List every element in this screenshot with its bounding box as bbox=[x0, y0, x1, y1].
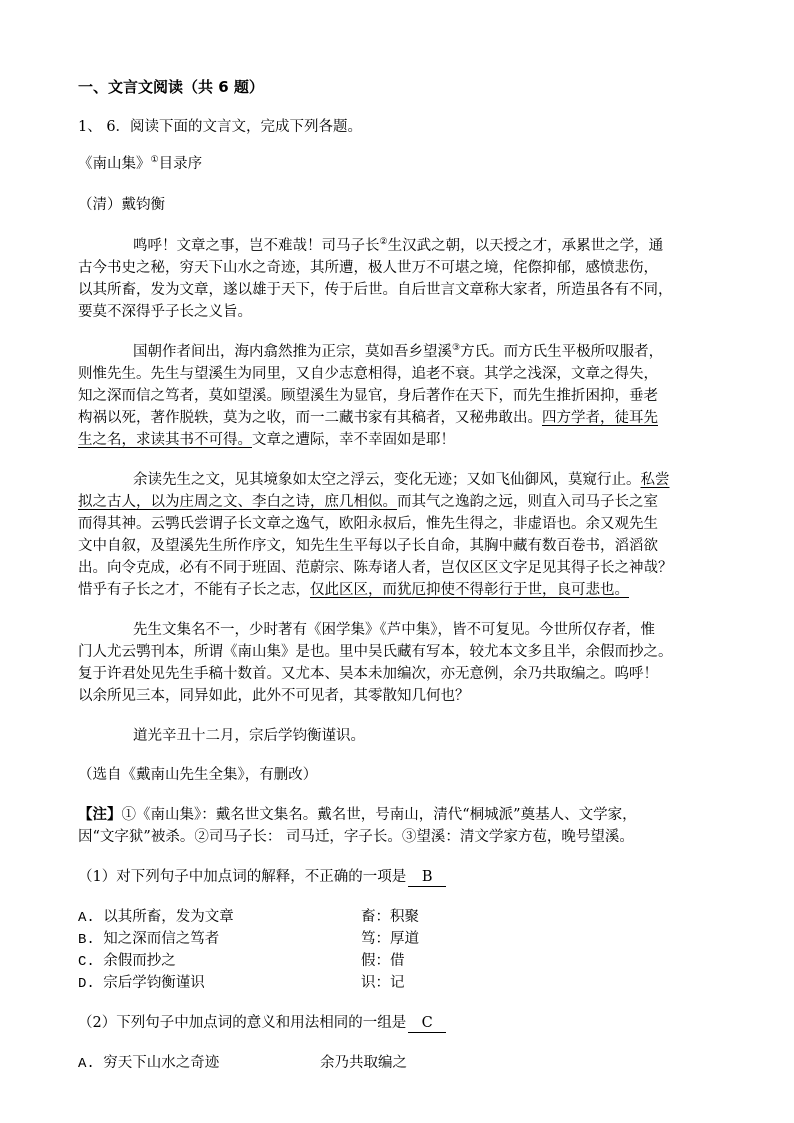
option-text: 以其所畜，发为文章 bbox=[103, 909, 234, 925]
text-run: 构祸以死，著作脱轶，莫为之收，而一二藏书家有其稿者，又秘弗敢出。 bbox=[78, 410, 542, 426]
option-letter: B. bbox=[78, 932, 104, 948]
option-text: 宗后学钧衡谨识 bbox=[103, 975, 205, 991]
option-letter: A. bbox=[78, 910, 104, 926]
note-line: 因“文字狱”被杀。②司马子长： 司马迁，字子长。③望溪：清文学家方苞，晚号望溪。 bbox=[78, 829, 634, 845]
paragraph-line bbox=[133, 237, 663, 255]
text-run: （2）下列句子中加点词的意义和用法相同的一组是 bbox=[78, 1015, 407, 1031]
paragraph-line: 古今书史之秘，穷天下山水之奇迹，其所遭，极人世万不可堪之境，侘傺抑郁，感愤悲伤， bbox=[78, 260, 658, 276]
paragraph-line bbox=[78, 409, 658, 427]
paragraph-line: 而得其神。云鹗氏尝谓子长文章之逸气，欧阳永叔后，惟先生得之，非虚语也。余又观先生 bbox=[78, 516, 658, 532]
option-letter: A. bbox=[78, 1056, 104, 1072]
note-label: 【注】 bbox=[78, 806, 122, 823]
answer-blank: B bbox=[408, 868, 446, 887]
text-run: ①《南山集》：戴名世文集名。戴名世，号南山，清代“桐城派”奠基人、文学家， bbox=[121, 807, 637, 823]
paragraph-line: 要莫不深得乎子长之义旨。 bbox=[78, 304, 252, 320]
option-gloss: 识：记 bbox=[361, 975, 405, 991]
footnote-marker: ③ bbox=[452, 343, 461, 354]
source-line: （选自《戴南山先生全集》，有删改） bbox=[78, 767, 318, 783]
option-text: 穷天下山水之奇迹 bbox=[103, 1055, 220, 1071]
option-gloss: 畜：积聚 bbox=[361, 909, 419, 925]
text-run: 惜乎有子长之才，不能有子长之志， bbox=[78, 582, 310, 598]
signature-line: 道光辛丑十二月，宗后学钧衡谨识。 bbox=[133, 728, 365, 744]
underlined-sentence: 拟之古人，以为庄周之文、李白之诗，庶几相似。 bbox=[78, 494, 397, 510]
option-gloss: 笃：厚道 bbox=[361, 931, 419, 947]
paragraph-line bbox=[78, 431, 455, 449]
essay-title-suffix: 目录序 bbox=[158, 156, 203, 172]
paragraph-line bbox=[133, 343, 663, 361]
author-line: （清）戴钧衡 bbox=[78, 197, 165, 213]
essay-title-text: 《南山集》 bbox=[78, 156, 151, 172]
question-stem bbox=[78, 1014, 446, 1033]
text-run: 而其气之逸韵之远，则直入司马子长之室 bbox=[397, 494, 658, 510]
text-run: （1）对下列句子中加点词的解释，不正确的一项是 bbox=[78, 869, 407, 885]
paragraph-line bbox=[78, 581, 629, 599]
option-a bbox=[78, 908, 718, 927]
underlined-sentence: 生之名，求读其书不可得。 bbox=[78, 432, 252, 448]
paragraph-line: 则惟先生。先生与望溪生为同里，又自少志意相得，追老不衰。其学之浅深，文章之得失， bbox=[78, 366, 658, 382]
text-run: 文章之遭际，幸不幸固如是耶！ bbox=[252, 432, 455, 448]
paragraph-line: 出。向令克成，必有不同于班固、范蔚宗、陈寿诸人者，岂仅区区文字足见其得子长之神哉？ bbox=[78, 560, 673, 576]
underlined-sentence: 私尝 bbox=[640, 472, 670, 488]
paragraph-line: 复于许君处见先生手稿十数首。又尤本、吴本未加编次，亦无意例，余乃共取编之。呜呼！ bbox=[78, 666, 658, 682]
option-letter: D. bbox=[78, 976, 104, 992]
text-run: 生汉武之朝，以天授之才，承累世之学，通 bbox=[387, 238, 664, 254]
option-text: 余假而抄之 bbox=[103, 953, 176, 969]
option-d bbox=[78, 974, 718, 993]
essay-title bbox=[78, 155, 202, 173]
option-a bbox=[78, 1054, 718, 1073]
option-b bbox=[78, 930, 718, 949]
footnote-marker: ① bbox=[150, 155, 159, 166]
option-c bbox=[78, 952, 718, 971]
paragraph-line: 以其所畜，发为文章，遂以雄于天下，传于后世。自后世言文章称大家者，所造虽各有不同， bbox=[78, 282, 673, 298]
paragraph-line: 文中自叙，及望溪先生所作序文，知先生生平每以子长自命，其胸中藏有数百卷书，滔滔欲 bbox=[78, 538, 658, 554]
paragraph-line: 知之深而信之笃者，莫如望溪。顾望溪生为显官，身后著作在天下，而先生推折困抑，垂老 bbox=[78, 388, 658, 404]
option-letter: C. bbox=[78, 954, 104, 970]
paragraph-line: 以余所见三本，同异如此，此外不可见者，其零散知几何也？ bbox=[78, 688, 470, 704]
text-run: 方氏。而方氏生平极所叹服者， bbox=[460, 344, 664, 360]
paragraph-line bbox=[133, 471, 670, 489]
underlined-sentence: 四方学者，徒耳先 bbox=[542, 410, 658, 426]
option-text: 知之深而信之笃者 bbox=[103, 931, 220, 947]
underlined-sentence: 仅此区区，而犹厄抑使不得彰行于世，良可悲也。 bbox=[310, 582, 629, 598]
footnote-marker: ② bbox=[379, 237, 388, 248]
paragraph-line bbox=[78, 493, 658, 511]
paragraph-line: 先生文集名不一，少时著有《困学集》《芦中集》，皆不可复见。今世所仅存者，惟 bbox=[133, 622, 655, 638]
paragraph-line: 门人尤云鹗刊本，所谓《南山集》是也。里中吴氏藏有写本，较尤本文多且半，余假而抄之。 bbox=[78, 644, 673, 660]
text-run: 国朝作者间出，海内翕然推为正宗，莫如吾乡望溪 bbox=[133, 344, 452, 360]
section-title: 一、文言文阅读（共 6 题） bbox=[78, 78, 264, 96]
question-stem bbox=[78, 868, 446, 887]
note-line bbox=[78, 806, 637, 824]
option-gloss: 余乃共取编之 bbox=[320, 1055, 407, 1071]
answer-blank: C bbox=[408, 1014, 446, 1033]
text-run: 鸣呼！文章之事，岂不难哉！司马子长 bbox=[133, 238, 380, 254]
option-gloss: 假：借 bbox=[361, 953, 405, 969]
text-run: 余读先生之文，见其境象如太空之浮云，变化无迹；又如飞仙御风，莫窥行止。 bbox=[133, 472, 641, 488]
question-intro: 1、 6．阅读下面的文言文，完成下列各题。 bbox=[78, 119, 363, 135]
